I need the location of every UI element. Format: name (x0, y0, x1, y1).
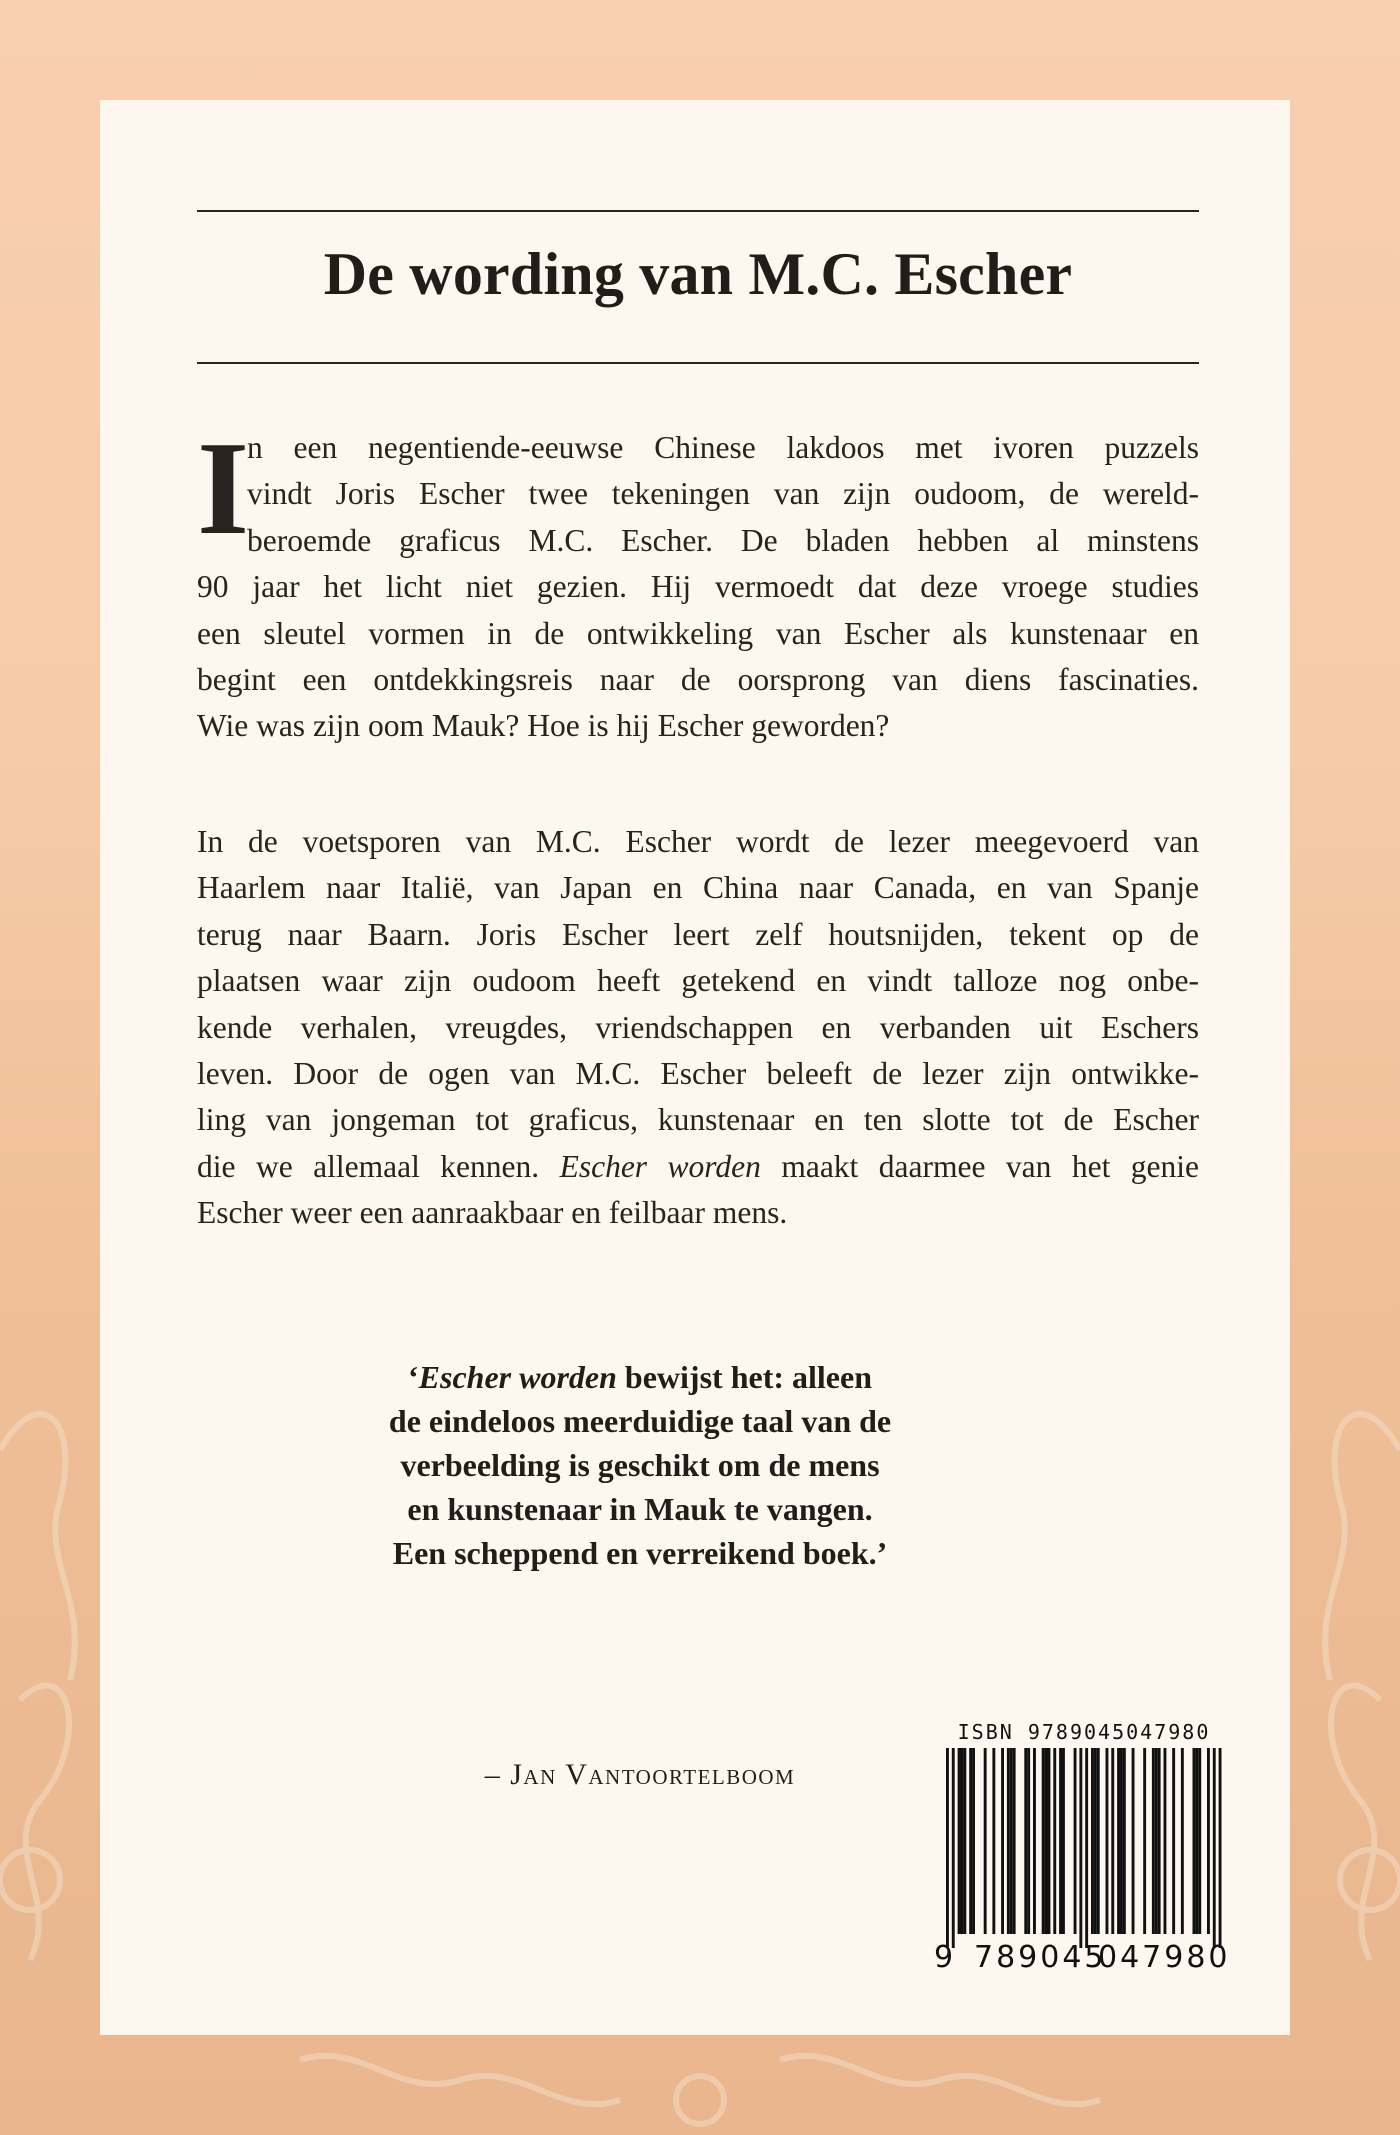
barcode-bar (1164, 1748, 1167, 1934)
barcode-bar (958, 1748, 961, 1934)
barcode-bar (952, 1748, 955, 1948)
quote-attribution (260, 1758, 1020, 1792)
isbn-label: ISBN 9789045047980 (957, 1720, 1211, 1744)
barcode-bar (1010, 1748, 1013, 1934)
barcode-bar (1048, 1748, 1051, 1934)
barcode-bar (1213, 1748, 1216, 1948)
attribution-name: Jan Vantoortelboom (510, 1758, 796, 1791)
barcode-bar (1007, 1748, 1010, 1934)
book-title: De wording van M.C. Escher (323, 241, 1073, 307)
barcode-bar (1059, 1748, 1062, 1934)
barcode-bar (946, 1748, 949, 1948)
barcode-bar (1053, 1748, 1056, 1934)
barcode-bar (1045, 1748, 1048, 1934)
barcode-bar (1117, 1748, 1120, 1934)
barcode-bar (1024, 1748, 1027, 1934)
barcode-bar (1123, 1748, 1126, 1934)
barcode-bar (963, 1748, 966, 1934)
book-title-italic: Escher worden (559, 1148, 761, 1184)
blurb-line: beroemde graficus M.C. Escher. De bladen hebben al minstens (247, 522, 1199, 558)
quote-text: en kunstenaar in Mauk te vangen. (407, 1491, 873, 1527)
barcode-bar (961, 1748, 964, 1934)
barcode-bar (1152, 1748, 1155, 1934)
blurb-line: Escher weer een aanraakbaar en feilbaar mens. (197, 1195, 788, 1231)
barcode-bar (1001, 1748, 1004, 1934)
barcode-bar (1013, 1748, 1016, 1934)
quote-text: de eindeloos meerduidige taal van de (388, 1403, 892, 1439)
barcode-bar (1042, 1748, 1045, 1934)
blurb-text: maakt daarmee van het genie (781, 1148, 1200, 1184)
blurb-line: 90 jaar het licht niet gezien. Hij vermoedt dat deze vroege studies (197, 569, 1199, 605)
blurb-line: plaatsen waar zijn oudoom heeft getekend en vindt talloze nog onbe- (197, 963, 1199, 999)
barcode-bar (1074, 1748, 1077, 1934)
blurb-line: kende verhalen, vreugdes, vriendschappen en verbanden uit Eschers (197, 1009, 1199, 1045)
barcode-bar (1120, 1748, 1123, 1934)
blurb-line: begint een ontdekkingsreis naar de oorsprong van diens fascinaties. (197, 662, 1199, 698)
blurb-line: ling van jongeman tot graficus, kunstenaar en ten slotte tot de Escher (197, 1102, 1199, 1138)
barcode-bar (1091, 1748, 1094, 1934)
blurb-line: een sleutel vormen in de ontwikkeling van Escher als kunstenaar en (197, 615, 1199, 651)
barcode-bar (1198, 1748, 1201, 1934)
blurb-line (197, 1144, 1199, 1190)
barcode-bar (1106, 1748, 1109, 1934)
barcode-bar (1111, 1748, 1114, 1934)
barcode-bar (1207, 1748, 1210, 1934)
blurb-line: In de voetsporen van M.C. Escher wordt de lezer meegevoerd van (197, 824, 1199, 859)
blurb-line: vindt Joris Escher twee tekeningen van zijn oudoom, de wereld- (247, 476, 1199, 512)
blurb-line: n een negentiende-eeuwse Chinese lakdoos met ivoren puzzels (247, 430, 1199, 465)
drop-cap: I (197, 414, 250, 562)
barcode-digits-right: 047980 (1098, 1940, 1231, 1975)
blurb-paragraph-2 (197, 819, 1199, 1237)
blurb-line: leven. Door de ogen van M.C. Escher beleeft de lezer zijn ontwikke- (197, 1056, 1199, 1092)
blurb-paragraph-1 (197, 414, 1199, 750)
blurb-text: die we allemaal kennen. (197, 1148, 540, 1184)
title-rule-bottom (197, 362, 1199, 364)
barcode-bars (938, 1748, 1230, 1948)
quote-text: Een scheppend en verreikend boek.’ (392, 1535, 888, 1571)
barcode-bar (1033, 1748, 1036, 1934)
barcode-bar (1094, 1748, 1097, 1934)
barcode-bar (1155, 1748, 1158, 1934)
barcode-bar (1193, 1748, 1196, 1934)
barcode-bar (1181, 1748, 1184, 1934)
barcode-bar (1062, 1748, 1065, 1934)
back-cover-panel (100, 100, 1290, 2035)
barcode-bar (1143, 1748, 1146, 1934)
attribution-dash: – (484, 1758, 511, 1791)
barcode-bar (1079, 1748, 1082, 1948)
barcode-bar (1172, 1748, 1175, 1934)
quote-open-mark: ‘ (408, 1359, 419, 1395)
barcode-bar (972, 1748, 975, 1934)
barcode-digit-first: 9 (934, 1940, 957, 1975)
title-rule-top (197, 210, 1199, 212)
barcode-bar (984, 1748, 987, 1934)
quote-book-title: Escher worden (418, 1359, 617, 1395)
blurb-line: Wie was zijn oom Mauk? Hoe is hij Escher geworden? (197, 708, 890, 744)
barcode-bar (1219, 1748, 1222, 1948)
barcode-bar (992, 1748, 995, 1934)
barcode-digits-left: 789045 (974, 1940, 1107, 1975)
barcode-bar (1132, 1748, 1135, 1934)
blurb-line: terug naar Baarn. Joris Escher leert zelf houtsnijden, tekent op de (197, 916, 1199, 952)
quote-text: verbeelding is geschikt om de mens (400, 1447, 880, 1483)
barcode-bar (969, 1748, 972, 1934)
blurb-line: Haarlem naar Italië, van Japan en China naar Canada, en van Spanje (197, 870, 1199, 906)
barcode-bar (1027, 1748, 1030, 1934)
review-quote (260, 1355, 1020, 1575)
barcode-bar (1158, 1748, 1161, 1934)
barcode-bar (1195, 1748, 1198, 1934)
barcode-bar (1085, 1748, 1088, 1948)
barcode-bar (1097, 1748, 1100, 1934)
quote-text: bewijst het: alleen (616, 1359, 872, 1395)
isbn-barcode (934, 1720, 1231, 1980)
